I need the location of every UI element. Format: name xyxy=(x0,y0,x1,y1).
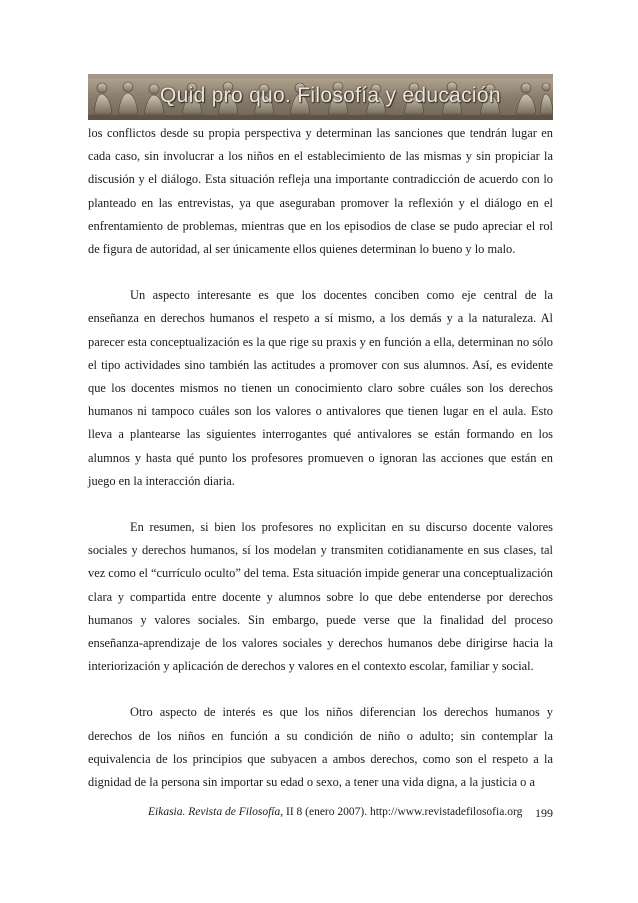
article-body xyxy=(88,122,553,794)
page-number: 199 xyxy=(535,806,553,820)
footer-issue-and-url: , II 8 (enero 2007). http://www.revistadefilosofia.org xyxy=(280,806,523,818)
paragraph-3: En resumen, si bien los profesores no explicitan en su discurso docente valores sociales y derechos humanos, sí los modelan y transmiten cotidianamente en sus clases, tal vez como el “currículo oculto” del tema. Esta situación impide generar una conceptualización clara y compartida entre docente y alumnos sobre lo que debe entenderse por derechos humanos y valores sociales. Sin embargo, puede verse que la finalidad del proceso enseñanza-aprendizaje de los valores sociales y derechos humanos debe dirigirse hacia la interiorización y aplicación de derechos y valores en el contexto escolar, familiar y social. xyxy=(88,520,553,674)
header-banner xyxy=(88,74,553,120)
footer-citation xyxy=(148,806,522,818)
paragraph-4: Otro aspecto de interés es que los niños diferencian los derechos humanos y derechos de los niños en función a su condición de niño o adulto; sin contemplar la equivalencia de los principios que subyacen a ambos derechos, como son el respeto a la dignidad de la persona sin importar su edad o sexo, a tener una vida digna, a la justicia o a xyxy=(88,705,553,790)
paragraph-2: Un aspecto interesante es que los docentes conciben como eje central de la enseñanza en derechos humanos el respeto a sí mismo, a los demás y a la naturaleza. Al parecer esta conceptualización es la que rige su praxis y en función a ella, determinan no sólo el tipo actividades sino también las actitudes a promover con sus alumnos. Así, es evidente que los docentes mismos no tienen un conocimiento claro sobre cuáles son los derechos humanos ni tampoco cuáles son los valores o antivalores que tienen lugar en el aula. Esto lleva a plantearse las siguientes interrogantes qué antivalores se están formando en los alumnos y hasta qué punto los profesores promueven o ignoran las acciones que están en juego en la interacción diaria. xyxy=(88,288,553,488)
footer-journal-name: Eikasia. Revista de Filosofía xyxy=(148,806,281,818)
paragraph-1: los conflictos desde su propia perspectiva y determinan las sanciones que tendrán lugar en cada caso, sin involucrar a los niños en el establecimiento de las mismas y sin propiciar la discusión y el diálogo. Esta situación refleja una importante contradicción de acuerdo con lo planteado en las entrevistas, ya que aseguraban promover la reflexión y el diálogo en el enfrentamiento de problemas, mientras que en los episodios de clase se pudo apreciar el rol de figura de autoridad, al ser únicamente ellos quienes determinan lo bueno y lo malo. xyxy=(88,126,553,257)
banner-title: Quid pro quo. Filosofía y educación xyxy=(160,84,501,107)
